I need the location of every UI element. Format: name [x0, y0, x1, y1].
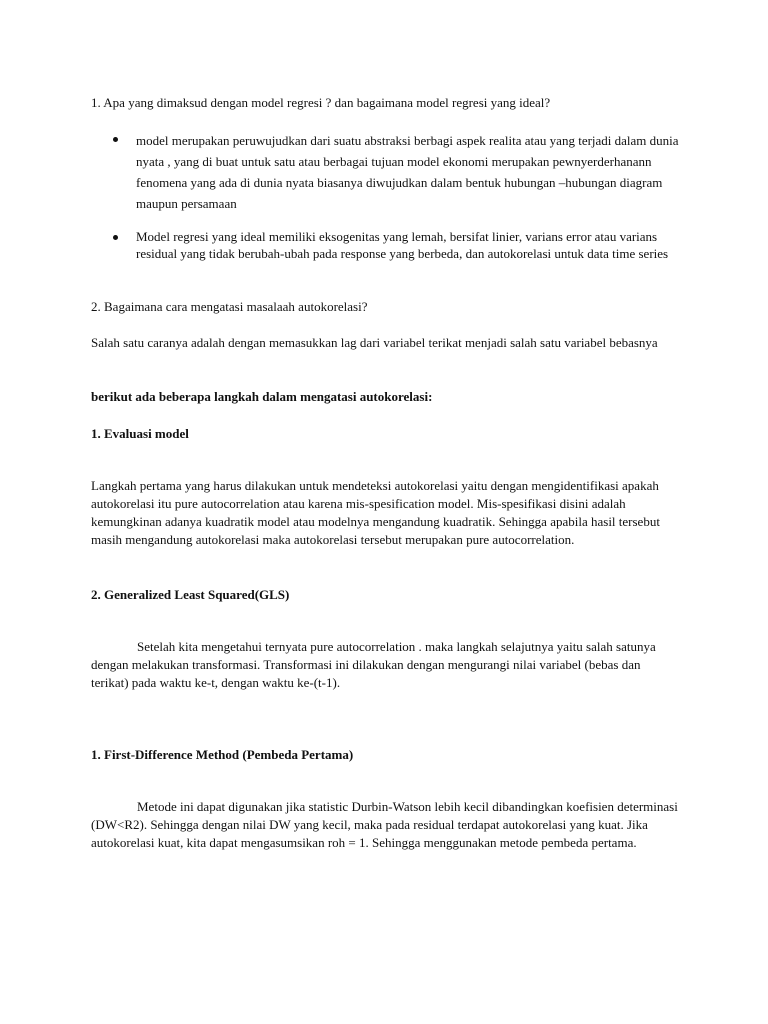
section-heading-first-difference: 1. First-Difference Method (Pembeda Pertama): [91, 747, 354, 762]
answer-2: Salah satu caranya adalah dengan memasukkan lag dari variabel terikat menjadi salah satu variabel bebasnya: [91, 335, 658, 350]
bullet-item: [113, 130, 683, 214]
bullet-icon: [113, 235, 118, 240]
section-heading-evaluasi-model: 1. Evaluasi model: [91, 426, 189, 441]
question-1: 1. Apa yang dimaksud dengan model regresi ? dan bagaimana model regresi yang ideal?: [91, 95, 551, 110]
bullet-text: Model regresi yang ideal memiliki eksogenitas yang lemah, bersifat linier, varians error atau varians residual yang tidak berubah-ubah pada response yang berbeda, dan autokorelasi untuk data time series: [136, 229, 669, 261]
answer-1-bullet-list: [113, 130, 683, 262]
question-2: 2. Bagaimana cara mengatasi masalaah autokorelasi?: [91, 299, 368, 314]
bullet-item: [113, 228, 683, 262]
paragraph-evaluasi-model: Langkah pertama yang harus dilakukan untuk mendeteksi autokorelasi yaitu dengan mengidentifikasi apakah autokorelasi itu pure autocorrelation atau karena mis-spesification model. Mis-spesifikasi disini adalah kemungkinan adanya kuadratik model atau modelnya mengandung kuadratik. Sehingga apabila hasil tersebut masih mengandung autokorelasi maka autokorelasi tersebut merupakan pure autocorrelation.: [91, 478, 660, 547]
paragraph-gls: Setelah kita mengetahui ternyata pure autocorrelation . maka langkah selajutnya yaitu salah satunya dengan melakukan transformasi. Transformasi ini dilakukan dengan mengurangi nilai variabel (bebas dan terikat) pada waktu ke-t, dengan waktu ke-(t-1).: [91, 639, 656, 690]
steps-heading: berikut ada beberapa langkah dalam mengatasi autokorelasi:: [91, 389, 433, 404]
bullet-text: model merupakan peruwujudkan dari suatu abstraksi berbagi aspek realita atau yang terjadi dalam dunia nyata , yang di buat untuk satu atau berbagai tujuan model ekonomi merupakan pewnyerderhanann fenomena yang ada di dunia nyata biasanya diwujudkan dalam bentuk hubungan –hubungan diagram maupun persamaan: [136, 133, 679, 211]
section-heading-gls: 2. Generalized Least Squared(GLS): [91, 587, 290, 602]
paragraph-first-difference: Metode ini dapat digunakan jika statistic Durbin-Watson lebih kecil dibandingkan koefisien determinasi (DW<R2). Sehingga dengan nilai DW yang kecil, maka pada residual terdapat autokorelasi yang kuat. Jika autokorelasi kuat, kita dapat mengasumsikan roh = 1. Sehingga menggunakan metode pembeda pertama.: [91, 799, 678, 850]
bullet-icon: [113, 137, 118, 142]
